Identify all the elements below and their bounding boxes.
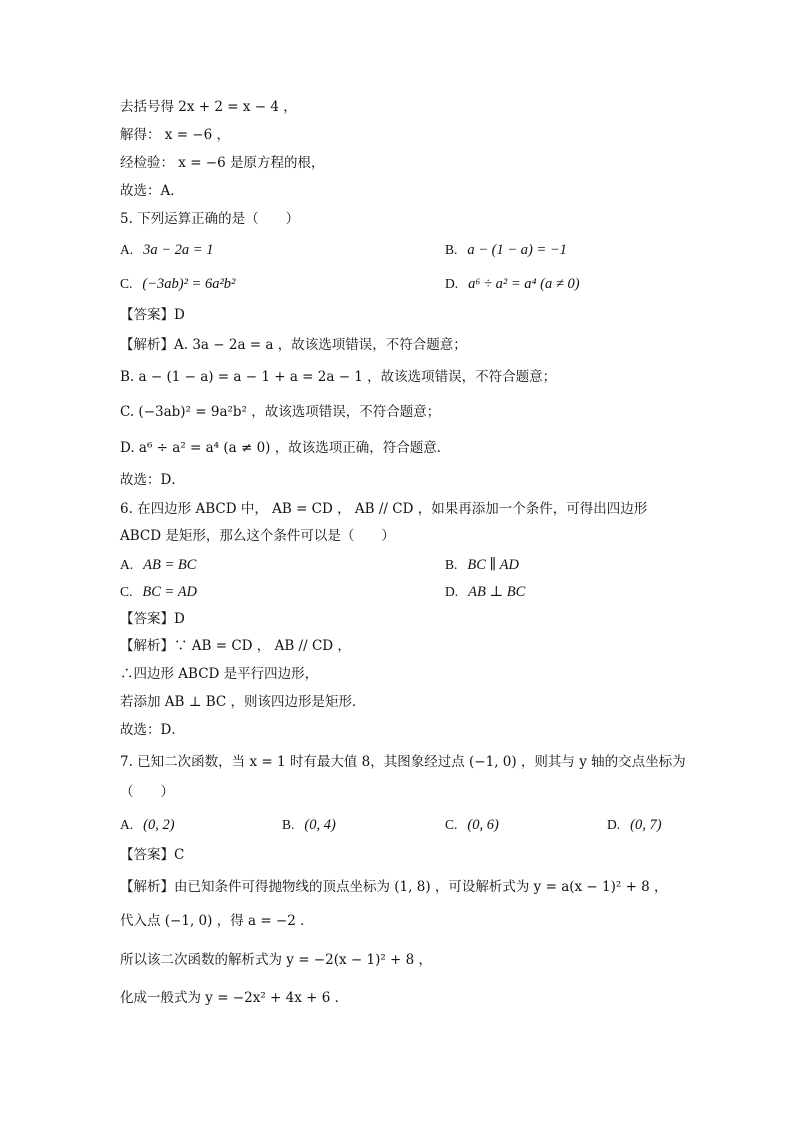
q7-explanation-4: 化成一般式为 y = −2x² + 4x + 6 ．: [120, 990, 349, 1006]
q7-option-c-text: (0, 6): [467, 817, 499, 833]
q6-option-d: [445, 582, 525, 602]
q7-option-a: [120, 815, 175, 835]
q7-option-d-label: D.: [607, 817, 621, 832]
q5-option-d: [445, 274, 580, 294]
solution-step-check: 经检验： x = −6 是原方程的根，: [120, 155, 325, 171]
q7-option-a-label: A.: [120, 817, 134, 832]
q6-option-a-label: A.: [120, 557, 134, 572]
q5-option-d-text: a⁶ ÷ a² = a⁴ (a ≠ 0): [468, 276, 580, 292]
q6-option-b-label: B.: [445, 557, 458, 572]
solution-step-solve: 解得： x = −6 ，: [120, 127, 230, 143]
q5-option-a: [120, 240, 213, 260]
q6-option-c-label: C.: [120, 584, 133, 599]
q7-explanation-3: 所以该二次函数的解析式为 y = −2(x − 1)² + 8 ，: [120, 952, 433, 968]
q6-explanation-3: 若添加 AB ⊥ BC ，则该四边形是矩形．: [120, 694, 366, 710]
q7-answer: 【答案】C: [120, 847, 185, 863]
q7-option-d: [607, 815, 662, 835]
q6-answer: 【答案】D: [120, 611, 185, 627]
q6-choice: 故选：D．: [120, 722, 185, 738]
question-6-stem-line1: 6. 在四边形 ABCD 中， AB = CD ， AB // CD ，如果再添加一个条件，可得出四边形: [120, 501, 648, 517]
q5-option-c: [120, 274, 235, 294]
q5-explanation-b: B. a − (1 − a) = a − 1 + a = 2a − 1 ，故该选项错误，不符合题意；: [120, 369, 557, 385]
q7-option-c: [445, 815, 499, 835]
q7-explanation-1: 【解析】由已知条件可得抛物线的顶点坐标为 (1, 8) ，可设解析式为 y = a(x − 1)² + 8 ，: [120, 879, 668, 895]
question-7-stem-line1: 7. 已知二次函数，当 x = 1 时有最大值 8，其图象经过点 (−1, 0) ，则其与 y 轴的交点坐标为: [120, 754, 686, 770]
q6-explanation-2: ∴四边形 ABCD 是平行四边形，: [120, 666, 319, 682]
q7-explanation-2: 代入点 (−1, 0) ，得 a = −2 ．: [120, 913, 314, 929]
q7-option-a-text: (0, 2): [143, 817, 175, 833]
solution-step-expand: 去括号得 2x + 2 = x − 4 ，: [120, 99, 297, 115]
question-5-stem: 5. 下列运算正确的是（ ）: [120, 211, 300, 227]
q5-explanation-a: 【解析】A. 3a − 2a = a ，故该选项错误，不符合题意；: [120, 337, 467, 353]
q6-option-c-text: BC = AD: [142, 584, 198, 600]
question-7-stem-line2: （ ）: [120, 784, 174, 800]
q7-option-c-label: C.: [445, 817, 458, 832]
q7-option-b: [282, 815, 336, 835]
q5-option-c-label: C.: [120, 276, 133, 291]
q5-option-b-text: a − (1 − a) = −1: [467, 242, 567, 258]
q7-option-b-label: B.: [282, 817, 295, 832]
q5-option-c-text: (−3ab)² = 6a²b²: [142, 276, 236, 292]
q6-option-a: [120, 555, 196, 575]
q6-option-c: [120, 582, 197, 602]
q7-option-b-text: (0, 4): [304, 817, 336, 833]
q6-option-b-text: BC ∥ AD: [467, 557, 519, 573]
question-6-stem-line2: ABCD 是矩形，那么这个条件可以是（ ）: [120, 528, 395, 544]
solution-choice: 故选：A．: [120, 183, 184, 199]
q7-option-d-text: (0, 7): [630, 817, 662, 833]
q6-explanation-1: 【解析】∵ AB = CD ， AB // CD ，: [120, 638, 351, 654]
q5-option-b-label: B.: [445, 242, 458, 257]
q5-answer: 【答案】D: [120, 307, 185, 323]
q5-explanation-c: C. (−3ab)² = 9a²b² ，故该选项错误，不符合题意；: [120, 404, 441, 420]
q6-option-d-label: D.: [445, 584, 459, 599]
q5-option-a-text: 3a − 2a = 1: [143, 242, 214, 258]
q5-option-b: [445, 240, 567, 260]
q6-option-b: [445, 555, 519, 575]
q5-option-d-label: D.: [445, 276, 459, 291]
q6-option-a-text: AB = BC: [143, 557, 197, 573]
q6-option-d-text: AB ⊥ BC: [468, 584, 526, 600]
q5-choice: 故选：D．: [120, 472, 185, 488]
q5-explanation-d: D. a⁶ ÷ a² = a⁴ (a ≠ 0) ，故该选项正确，符合题意．: [120, 440, 451, 456]
q5-option-a-label: A.: [120, 242, 134, 257]
